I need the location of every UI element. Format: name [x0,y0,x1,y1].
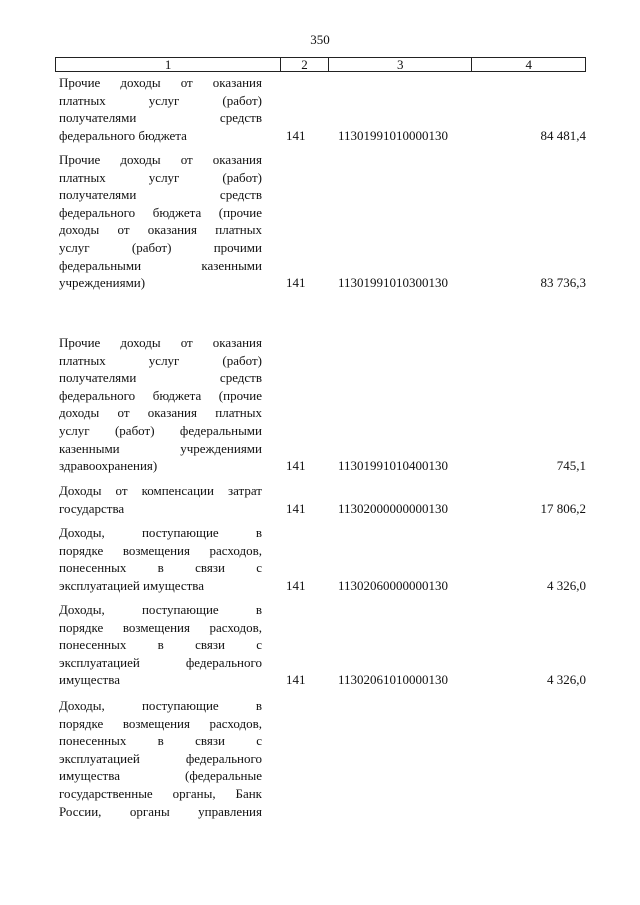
description-line: услуг (работ) федеральными [59,422,262,438]
row-kbk: 11302000000000130 [338,500,449,516]
description-line: эксплуатацией имущества [59,577,205,593]
row-code: 141 [286,458,306,474]
description-line: казенными учреждениями [59,440,262,456]
description-line: Доходы от компенсации затрат [59,483,262,498]
table-row [59,74,586,144]
description-line: порядке возмещения расходов, [59,542,262,558]
table-row [59,524,586,594]
row-kbk: 11301991010000130 [338,127,449,143]
description-line: платных услуг (работ) [59,169,262,185]
description-line: федерального бюджета (прочие [59,204,262,220]
description-line: федеральными казенными [59,257,262,273]
description-line: понесенных в связи с [59,733,262,749]
table-row [59,334,586,475]
row-kbk: 11302061010000130 [338,672,449,688]
description-line: Доходы, поступающие в [59,602,262,617]
row-kbk: 11302060000000130 [338,577,449,593]
row-amount: 83 736,3 [540,275,586,291]
description-line: получателями средств [59,187,262,203]
row-description [59,697,262,820]
row-amount: 84 481,4 [540,127,586,143]
description-line: государства [59,500,125,516]
page-number: 350 [310,32,330,47]
description-line: понесенных в связи с [59,560,262,576]
description-line: доходы от оказания платных [59,405,262,421]
description-line: услуг (работ) прочими [59,239,262,255]
table-row [59,151,586,292]
row-code: 141 [286,275,306,291]
table-row [59,601,586,689]
description-line: Доходы, поступающие в [59,698,262,713]
description-line: Прочие доходы от оказания [59,335,262,350]
row-kbk: 11301991010400130 [338,458,449,474]
row-amount: 17 806,2 [540,500,586,516]
table-header [55,57,586,72]
description-line: имущества (федеральные [59,768,262,784]
row-description [59,482,262,517]
row-code: 141 [286,500,306,516]
column-header-4: 4 [471,58,585,71]
description-line: получателями средств [59,370,262,386]
table-row [59,697,586,820]
row-code: 141 [286,127,306,143]
description-line: Доходы, поступающие в [59,525,262,540]
column-header-2: 2 [280,58,328,71]
description-line: платных услуг (работ) [59,352,262,368]
description-line: имущества [59,672,120,688]
row-description [59,524,262,594]
description-line: здравоохранения) [59,458,158,474]
description-line: доходы от оказания платных [59,222,262,238]
table-row [59,482,586,517]
description-line: России, органы управления [59,803,262,819]
row-amount: 4 326,0 [547,672,586,688]
description-line: получателями средств [59,110,262,126]
row-description [59,601,262,689]
description-line: учреждениями) [59,275,146,291]
description-line: эксплуатацией федерального [59,654,262,670]
description-line: порядке возмещения расходов, [59,619,262,635]
row-kbk: 11301991010300130 [338,275,449,291]
row-amount: 745,1 [556,458,586,474]
row-description [59,334,262,475]
description-line: порядке возмещения расходов, [59,715,262,731]
description-line: федерального бюджета (прочие [59,387,262,403]
row-description [59,151,262,292]
row-code: 141 [286,672,306,688]
row-description [59,74,262,144]
description-line: платных услуг (работ) [59,92,262,108]
description-line: государственные органы, Банк [59,785,262,801]
column-header-3: 3 [328,58,471,71]
row-amount: 4 326,0 [547,577,586,593]
description-line: Прочие доходы от оказания [59,75,262,90]
row-code: 141 [286,577,306,593]
description-line: эксплуатацией федерального [59,750,262,766]
description-line: понесенных в связи с [59,637,262,653]
description-line: Прочие доходы от оказания [59,152,262,167]
description-line: федерального бюджета [59,127,187,143]
column-header-1: 1 [164,57,172,72]
